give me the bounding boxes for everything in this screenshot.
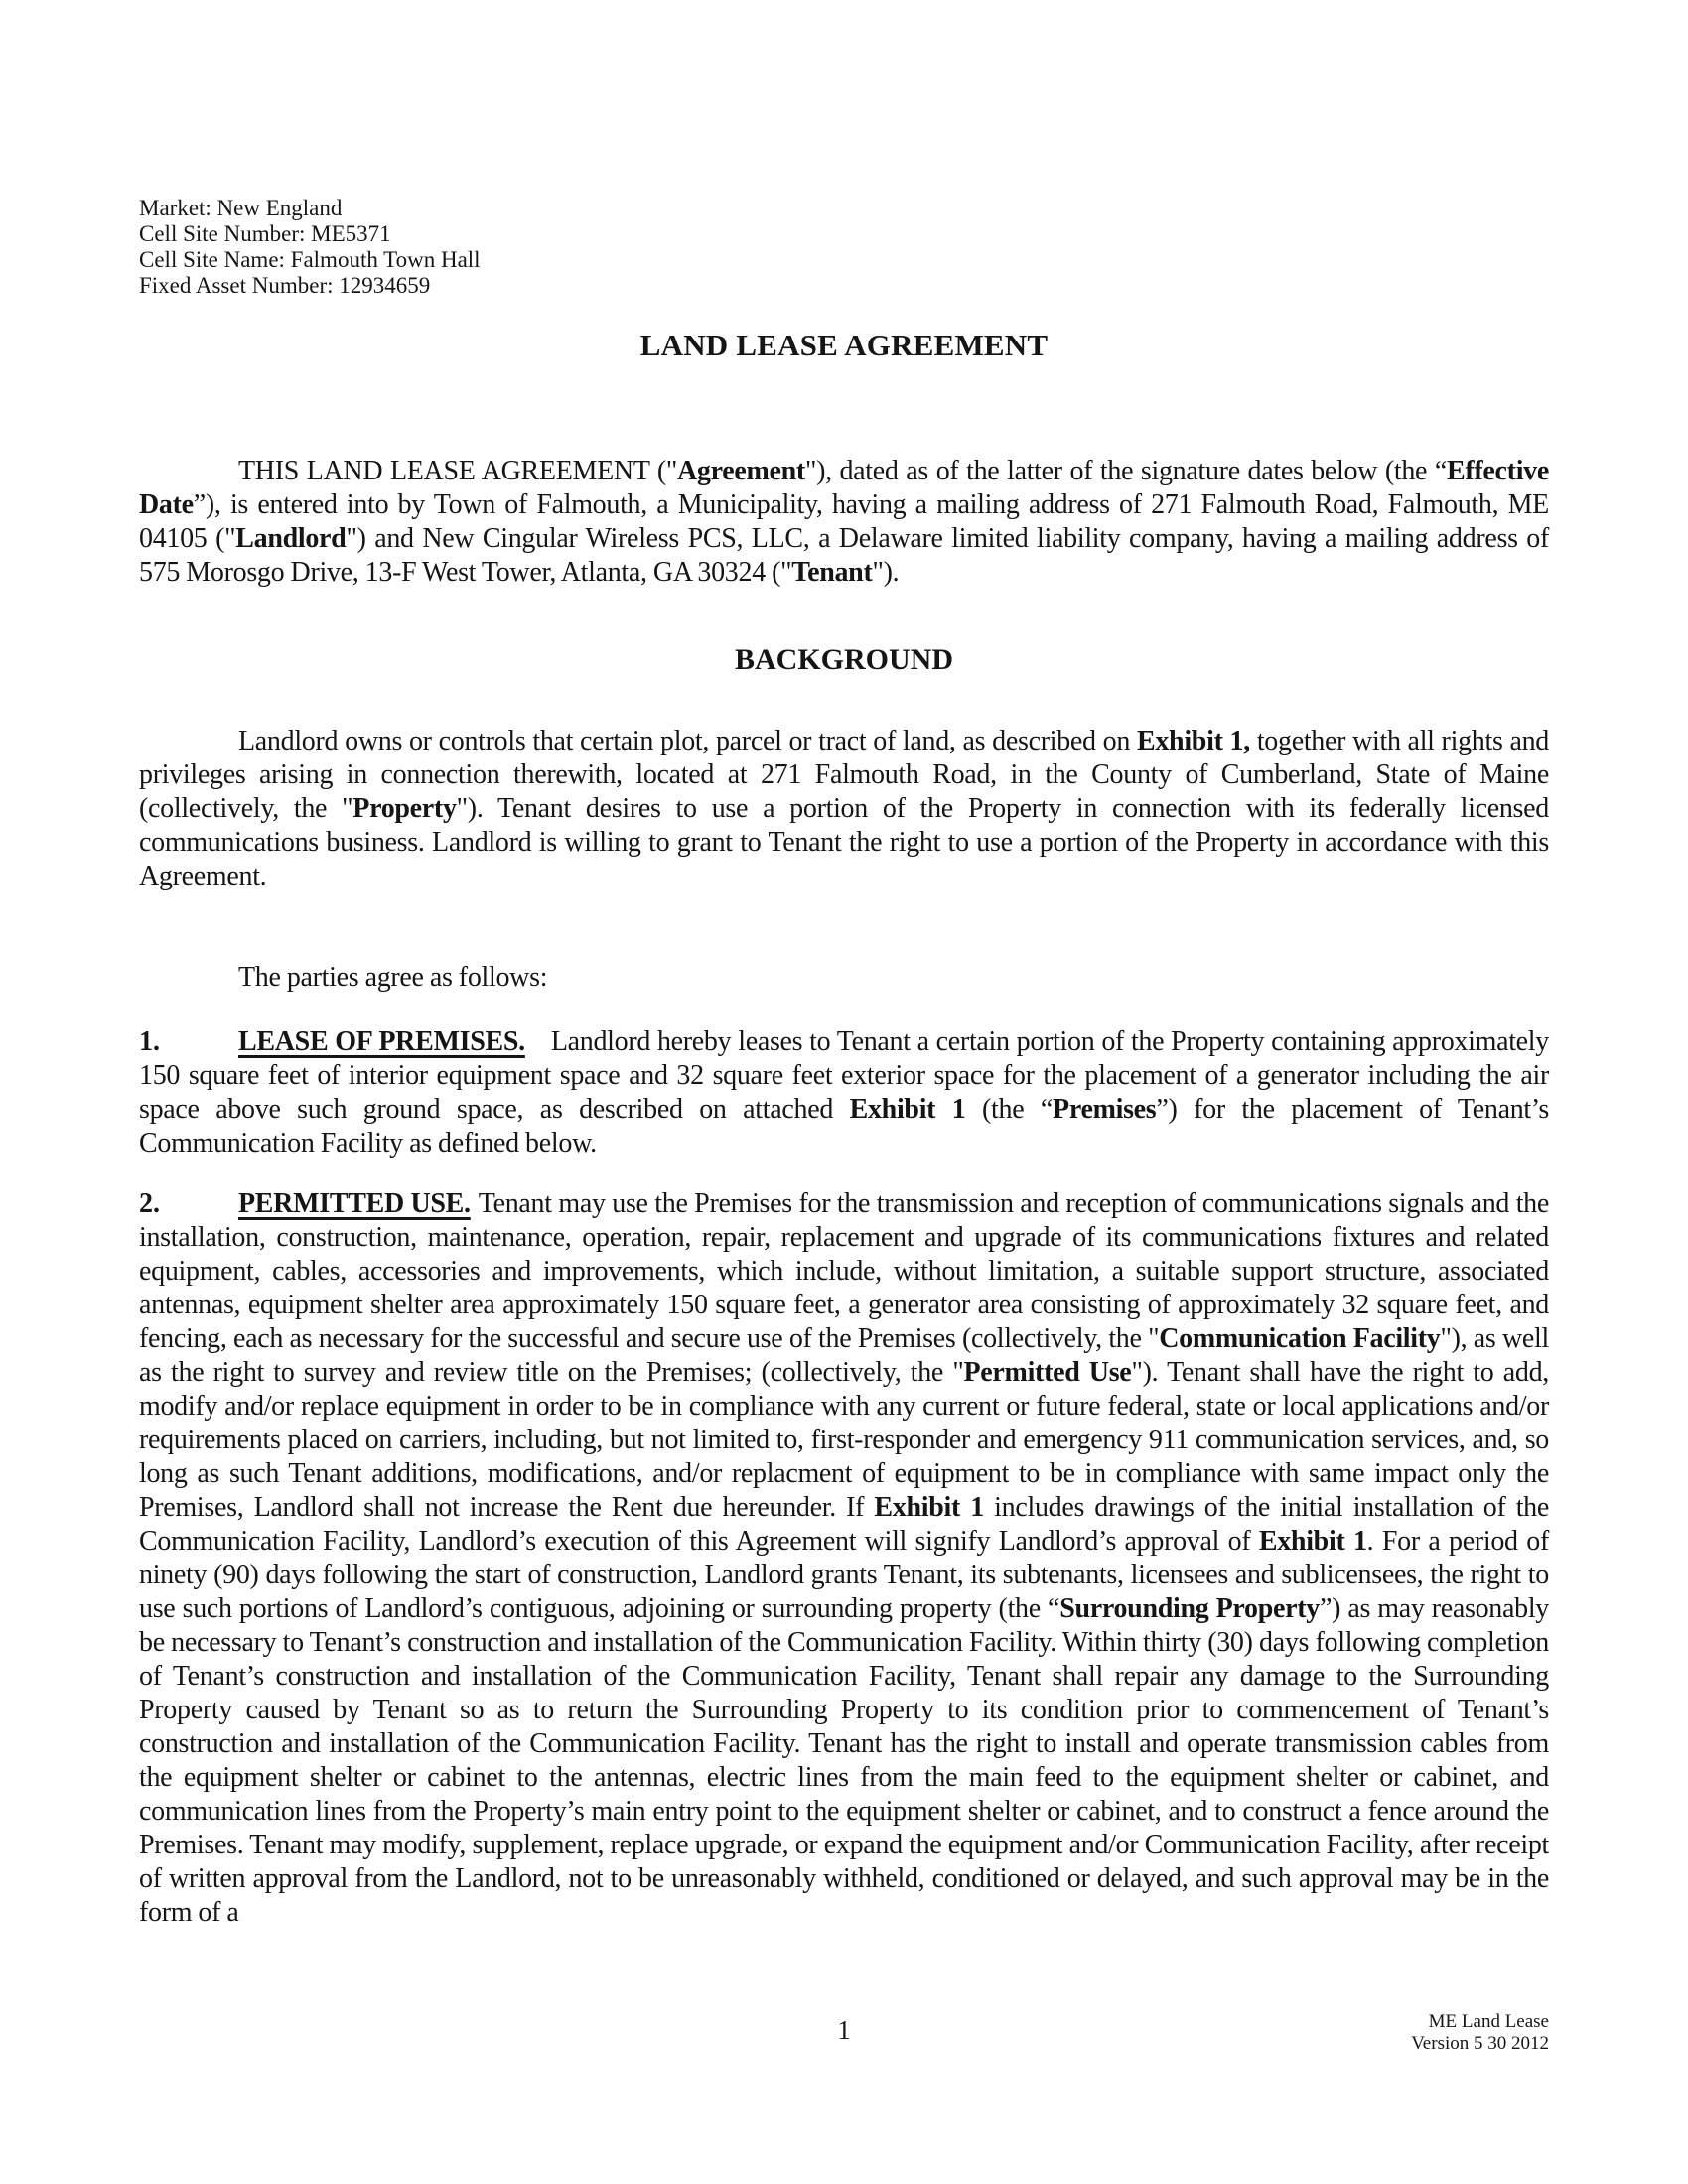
page-number: 1	[837, 2015, 851, 2045]
background-heading: BACKGROUND	[734, 643, 953, 676]
fixed-asset-number-line: Fixed Asset Number: 12934659	[139, 273, 431, 298]
background-paragraph: Landlord owns or controls that certain plot, parcel or tract of land, as described on Exhibit 1, together with all rights and privileges arising in connection therewith, located at 271 Falmouth Road, in the County of Cumberland, State of Maine (collectively, the "Property"). Tenant desires to use a portion of the Property in connection with its federally licensed communications business. Landlord is willing to grant to Tenant the right to use a portion of the Property in accordance with this Agreement.	[139, 726, 1549, 891]
section-1-lease-of-premises	[139, 1025, 1549, 1160]
document-version-block	[1411, 2011, 1549, 2055]
section-1-body: Landlord hereby leases to Tenant a certain portion of the Property containing approximately 150 square feet of interior equipment space and 32 square feet exterior space for the placement of a generator including the air space above such ground space, as described on attached Exhibit 1 (the “Premises”) for the placement of Tenant’s Communication Facility as defined below.	[139, 1026, 1549, 1159]
section-1-number: 1.	[139, 1026, 160, 1057]
document-title: LAND LEASE AGREEMENT	[639, 328, 1049, 362]
heading-body-gap	[525, 1026, 551, 1057]
section-1-heading: LEASE OF PREMISES.	[238, 1026, 525, 1057]
lead-in-line: The parties agree as follows:	[238, 962, 548, 993]
version-line-2: Version 5 30 2012	[1411, 2033, 1549, 2054]
version-line-1: ME Land Lease	[1428, 2011, 1549, 2032]
intro-paragraph: THIS LAND LEASE AGREEMENT ("Agreement"), dated as of the latter of the signature dates below (the “Effective Date”), is entered into by Town of Falmouth, a Municipality, having a mailing address of 271 Falmouth Road, Falmouth, ME 04105 ("Landlord") and New Cingular Wireless PCS, LLC, a Delaware limited liability company, having a mailing address of 575 Morosgo Drive, 13-F West Tower, Atlanta, GA 30324 ("Tenant").	[139, 456, 1550, 588]
cell-site-number-line: Cell Site Number: ME5371	[139, 221, 391, 246]
market-line: Market: New England	[139, 196, 343, 220]
section-2-permitted-use	[139, 1187, 1549, 1930]
section-2-body: Tenant may use the Premises for the transmission and reception of communications signals and the installation, construction, maintenance, operation, repair, replacement and upgrade of its communications fixtures and related equipment, cables, accessories and improvements, which include, without limitation, a suitable support structure, associated antennas, equipment shelter area approximately 150 square feet, a generator area consisting of approximately 32 square feet, and fencing, each as necessary for the successful and secure use of the Premises (collectively, the "Communication Facility"), as well as the right to survey and review title on the Premises; (collectively, the "Permitted Use"). Tenant shall have the right to add, modify and/or replace equipment in order to be in compliance with any current or future federal, state or local applications and/or requirements placed on carriers, including, but not limited to, first-responder and emergency 911 communication services, and, so long as such Tenant additions, modifications, and/or replacment of equipment to be in compliance with same impact only the Premises, Landlord shall not increase the Rent due hereunder. If Exhibit 1 includes drawings of the initial installation of the Communication Facility, Landlord’s execution of this Agreement will signify Landlord’s approval of Exhibit 1. For a period of ninety (90) days following the start of construction, Landlord grants Tenant, its subtenants, licensees and sublicensees, the right to use such portions of Landlord’s contiguous, adjoining or surrounding property (the “Surrounding Property”) as may reasonably be necessary to Tenant’s construction and installation of the Communication Facility. Within thirty (30) days following completion of Tenant’s construction and installation of the Communication Facility, Tenant shall repair any damage to the Surrounding Property caused by Tenant so as to return the Surrounding Property to its condition prior to commencement of Tenant’s construction and installation of the Communication Facility. Tenant has the right to install and operate transmission cables from the equipment shelter or cabinet to the antennas, electric lines from the main feed to the equipment shelter or cabinet, and communication lines from the Property’s main entry point to the equipment shelter or cabinet, and to construct a fence around the Premises. Tenant may modify, supplement, replace upgrade, or expand the equipment and/or Communication Facility, after receipt of written approval from the Landlord, not to be unreasonably withheld, conditioned or delayed, and such approval may be in the form of a	[139, 1188, 1550, 1928]
section-2-number: 2.	[139, 1188, 160, 1219]
cell-site-name-line: Cell Site Name: Falmouth Town Hall	[139, 247, 481, 272]
heading-body-gap	[471, 1188, 479, 1219]
section-2-heading: PERMITTED USE.	[238, 1188, 471, 1219]
site-info-block	[139, 196, 1549, 299]
